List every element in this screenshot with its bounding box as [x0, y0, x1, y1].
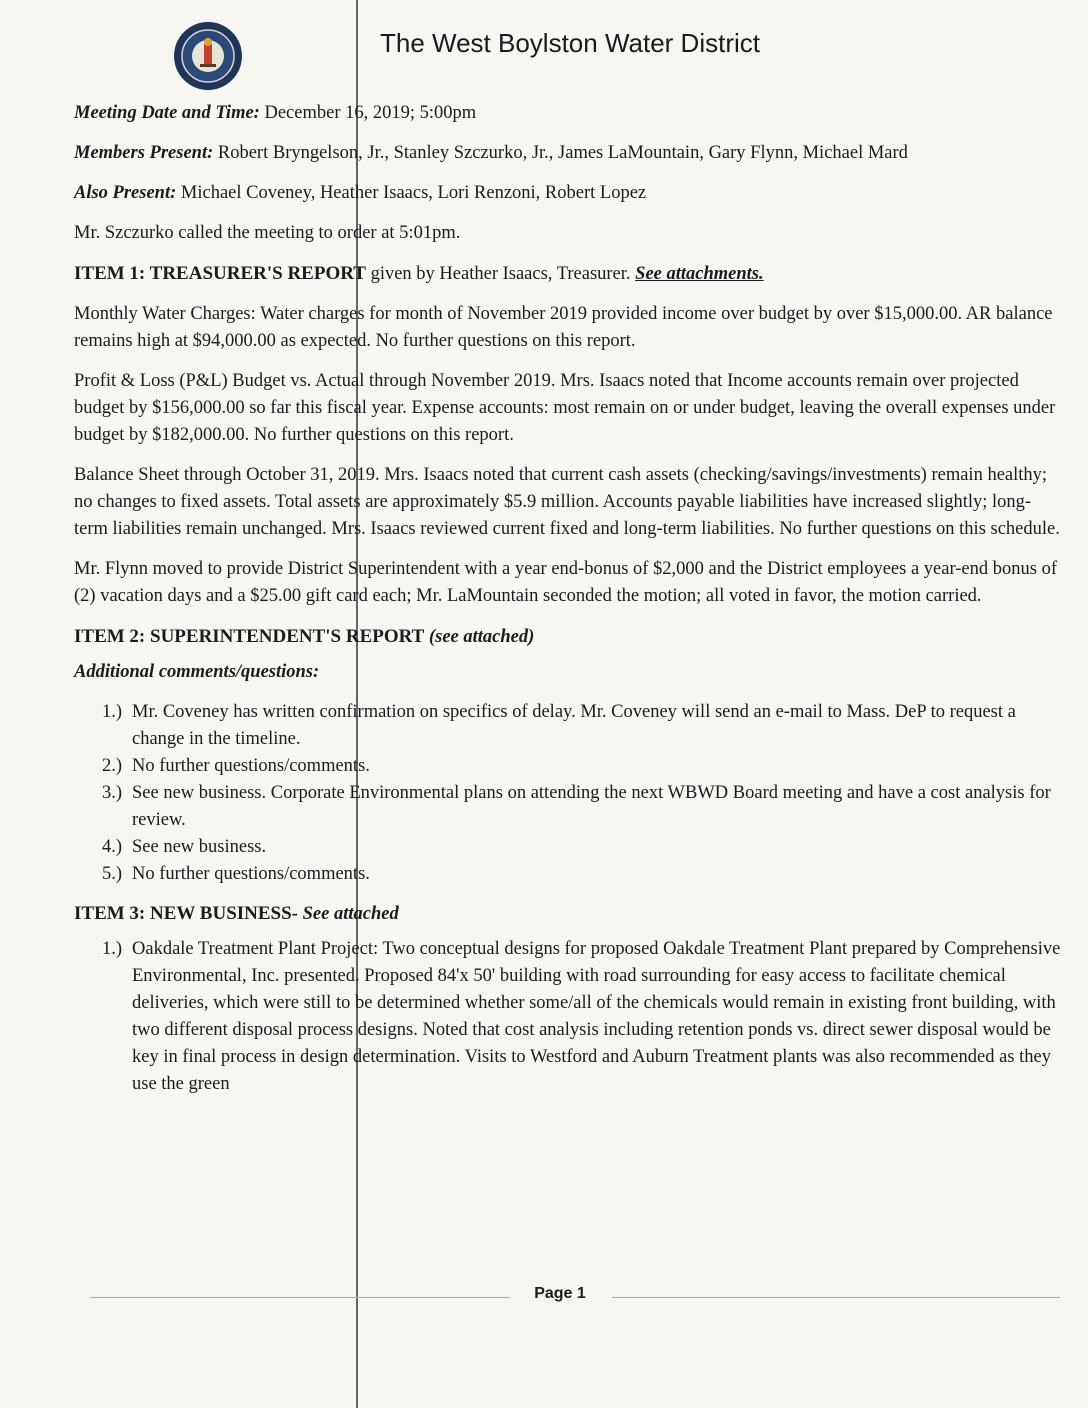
list-text: Mr. Coveney has written confirmation on specifics of delay. Mr. Coveney will send an e-mail to Mass. DeP to request a change in the timeline.: [132, 702, 1016, 749]
item1-paragraph: Monthly Water Charges: Water charges for month of November 2019 provided income over budget by over $15,000.00. AR balance remains high at $94,000.00 as expected. No further questions on this report.: [74, 304, 1053, 351]
item1-heading: ITEM 1: TREASURER'S REPORT: [74, 263, 366, 284]
item1-paragraph: Mr. Flynn moved to provide District Superintendent with a year end-bonus of $2,000 and the District employees a year-end bonus of (2) vacation days and a $25.00 gift card each; Mr. LaMountain seconded the motion; all voted in favor, the motion carried.: [74, 559, 1058, 606]
item2-heading-line: [74, 623, 1064, 651]
also-present-line: [74, 180, 1064, 207]
list-number: 1.): [102, 939, 123, 959]
list-text: See new business. Corporate Environmental plans on attending the next WBWD Board meeting and have a cost analysis for review.: [132, 783, 1051, 830]
list-text: No further questions/comments.: [132, 756, 370, 776]
members-present-line: [74, 140, 1064, 167]
list-number: 1.): [102, 702, 123, 722]
item2-heading: ITEM 2: SUPERINTENDENT'S REPORT: [74, 626, 425, 647]
item1-heading-suffix: given by Heather Isaacs, Treasurer.: [365, 264, 636, 284]
also-present-label: Also Present:: [74, 183, 177, 203]
minutes-body: [74, 100, 1064, 1110]
footer-rule-left: [90, 1297, 510, 1298]
item1-heading-line: [74, 260, 1064, 288]
list-number: 3.): [102, 783, 123, 803]
list-item: [102, 861, 1064, 888]
list-text: No further questions/comments.: [132, 864, 370, 884]
document-title: The West Boylston Water District: [380, 28, 760, 58]
also-present-value: Michael Coveney, Heather Isaacs, Lori Renzoni, Robert Lopez: [176, 183, 647, 203]
item2-list: [74, 699, 1064, 888]
page-number: Page 1: [534, 1285, 586, 1302]
footer-rule-right: [612, 1297, 1060, 1298]
list-text: Oakdale Treatment Plant Project: Two conceptual designs for proposed Oakdale Treatment Plant prepared by Comprehensive Environmental, Inc. presented. Proposed 84'x 50' building with road surrounding for easy access to facilitate chemical deliveries, which were still to be determined whether some/all of the chemicals would remain in existing front building, with two different disposal process designs. Noted that cost analysis including retention ponds vs. direct sewer disposal would be key in final process in design determination. Visits to Westford and Auburn Treatment plants was also recommended as they use the green: [132, 939, 1061, 1094]
meeting-date-line: [74, 100, 1064, 127]
item1-attachments-link: See attachments.: [635, 264, 764, 284]
item2-heading-suffix: (see attached): [424, 627, 535, 647]
item3-heading-suffix: See attached: [298, 904, 399, 924]
members-present-label: Members Present:: [74, 143, 214, 163]
list-number: 4.): [102, 837, 123, 857]
meeting-date-value: December 16, 2019; 5:00pm: [259, 103, 477, 123]
list-item: [102, 753, 1064, 780]
item3-heading: ITEM 3: NEW BUSINESS-: [74, 903, 299, 924]
members-present-value: Robert Bryngelson, Jr., Stanley Szczurko, Jr., James LaMountain, Gary Flynn, Michael Mard: [213, 143, 908, 163]
list-number: 2.): [102, 756, 123, 776]
page-footer: [90, 1285, 1060, 1309]
call-to-order: Mr. Szczurko called the meeting to order at 5:01pm.: [74, 223, 461, 243]
list-text: See new business.: [132, 837, 267, 857]
list-item: [102, 699, 1064, 753]
list-item: [102, 936, 1064, 1098]
list-item: [102, 780, 1064, 834]
list-item: [102, 834, 1064, 861]
district-seal-logo: [172, 20, 244, 92]
list-number: 5.): [102, 864, 123, 884]
item3-heading-line: [74, 900, 1064, 928]
item1-paragraph: Balance Sheet through October 31, 2019. Mrs. Isaacs noted that current cash assets (checking/savings/investments) remain healthy; no changes to fixed assets. Total assets are approximately $5.9 million. Accounts payable liabilities have increased slightly; long-term liabilities remain unchanged. Mrs. Isaacs reviewed current fixed and long-term liabilities. No further questions on this schedule.: [74, 465, 1060, 539]
item3-list: [74, 936, 1064, 1098]
item2-sub-heading: Additional comments/questions:: [74, 662, 320, 682]
meeting-date-label: Meeting Date and Time:: [74, 103, 260, 123]
item1-paragraph: Profit & Loss (P&L) Budget vs. Actual through November 2019. Mrs. Isaacs noted that Income accounts remain over projected budget by $156,000.00 so far this fiscal year. Expense accounts: most remain on or under budget, leaving the overall expenses under budget by $182,000.00. No further questions on this report.: [74, 371, 1056, 445]
